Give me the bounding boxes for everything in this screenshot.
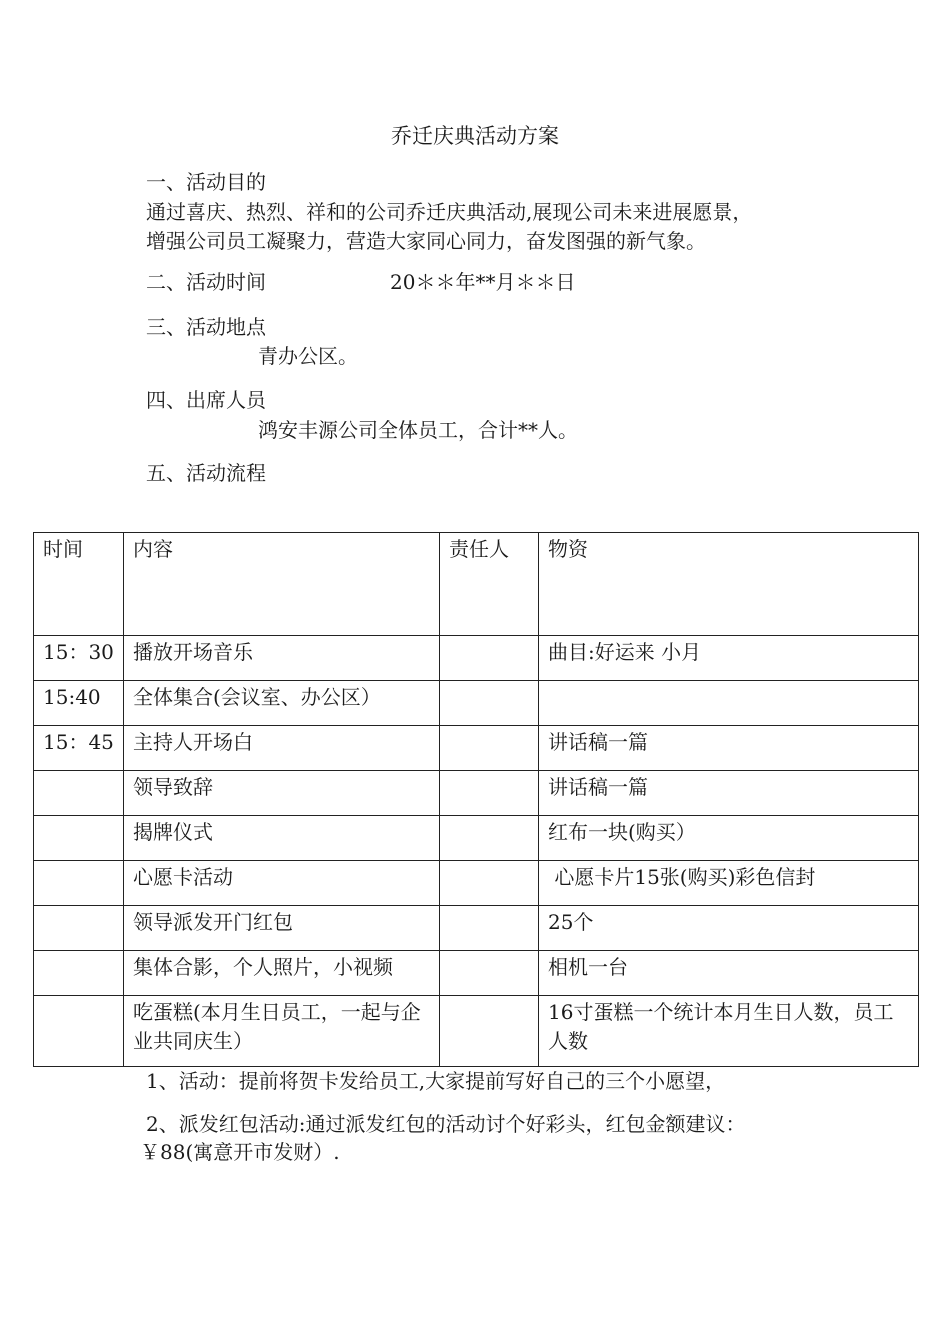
header-materials: 物资 — [539, 533, 919, 636]
cell-content: 领导派发开门红包 — [124, 906, 440, 951]
cell-materials: 相机一台 — [539, 951, 919, 996]
event-location: 青办公区。 — [258, 344, 358, 368]
cell-time: 15：30 — [34, 636, 124, 681]
cell-owner — [440, 861, 539, 906]
table-row — [34, 771, 919, 816]
cell-content: 领导致辞 — [124, 771, 440, 816]
attendees: 鸿安丰源公司全体员工，合计**人。 — [258, 418, 578, 442]
cell-time — [34, 861, 124, 906]
cell-content: 集体合影，个人照片，小视频 — [124, 951, 440, 996]
cell-owner — [440, 951, 539, 996]
cell-owner — [440, 681, 539, 726]
section-5-heading: 五、活动流程 — [146, 461, 266, 485]
cell-time — [34, 771, 124, 816]
cell-time — [34, 816, 124, 861]
table-row — [34, 906, 919, 951]
event-date: 20＊＊年**月＊＊日 — [390, 270, 576, 294]
cell-materials: 讲话稿一篇 — [539, 771, 919, 816]
schedule-table — [33, 532, 919, 1067]
section-3-heading: 三、活动地点 — [146, 315, 266, 339]
header-owner: 责任人 — [440, 533, 539, 636]
table-row — [34, 951, 919, 996]
cell-owner — [440, 816, 539, 861]
cell-materials — [539, 681, 919, 726]
cell-time — [34, 951, 124, 996]
cell-materials: 曲目:好运来 小月 — [539, 636, 919, 681]
cell-content: 主持人开场白 — [124, 726, 440, 771]
cell-time — [34, 906, 124, 951]
cell-time: 15:40 — [34, 681, 124, 726]
note-1: 1、活动：提前将贺卡发给员工,大家提前写好自己的三个小愿望， — [146, 1069, 726, 1093]
header-content: 内容 — [124, 533, 440, 636]
table-row — [34, 996, 919, 1067]
cell-time: 15：45 — [34, 726, 124, 771]
cell-materials: 讲话稿一篇 — [539, 726, 919, 771]
table-row — [34, 636, 919, 681]
header-time: 时间 — [34, 533, 124, 636]
table-row — [34, 816, 919, 861]
section-1-heading: 一、活动目的 — [146, 170, 266, 194]
cell-materials: 16寸蛋糕一个统计本月生日人数，员工人数 — [539, 996, 919, 1067]
cell-content: 播放开场音乐 — [124, 636, 440, 681]
cell-materials: 心愿卡片15张(购买)彩色信封 — [539, 861, 919, 906]
note-2-line-1: 2、派发红包活动:通过派发红包的活动讨个好彩头，红包金额建议： — [146, 1112, 746, 1136]
table-row — [34, 681, 919, 726]
cell-content: 全体集合(会议室、办公区） — [124, 681, 440, 726]
section-1-text-line-2: 增强公司员工凝聚力，营造大家同心同力，奋发图强的新气象。 — [146, 229, 706, 253]
table-header-row — [34, 533, 919, 636]
cell-content: 心愿卡活动 — [124, 861, 440, 906]
cell-owner — [440, 996, 539, 1067]
cell-owner — [440, 906, 539, 951]
section-4-heading: 四、出席人员 — [146, 388, 266, 412]
cell-owner — [440, 771, 539, 816]
cell-owner — [440, 636, 539, 681]
cell-time — [34, 996, 124, 1067]
section-2-heading: 二、活动时间 — [146, 270, 266, 294]
cell-owner — [440, 726, 539, 771]
cell-content: 吃蛋糕(本月生日员工，一起与企业共同庆生） — [124, 996, 440, 1067]
cell-materials: 红布一块(购买） — [539, 816, 919, 861]
table-row — [34, 861, 919, 906]
note-2-line-2: ￥88(寓意开市发财）. — [140, 1140, 340, 1164]
cell-content: 揭牌仪式 — [124, 816, 440, 861]
section-1-text-line-1: 通过喜庆、热烈、祥和的公司乔迁庆典活动,展现公司未来进展愿景， — [146, 200, 753, 224]
table-row — [34, 726, 919, 771]
document-title: 乔迁庆典活动方案 — [391, 124, 559, 148]
cell-materials: 25个 — [539, 906, 919, 951]
